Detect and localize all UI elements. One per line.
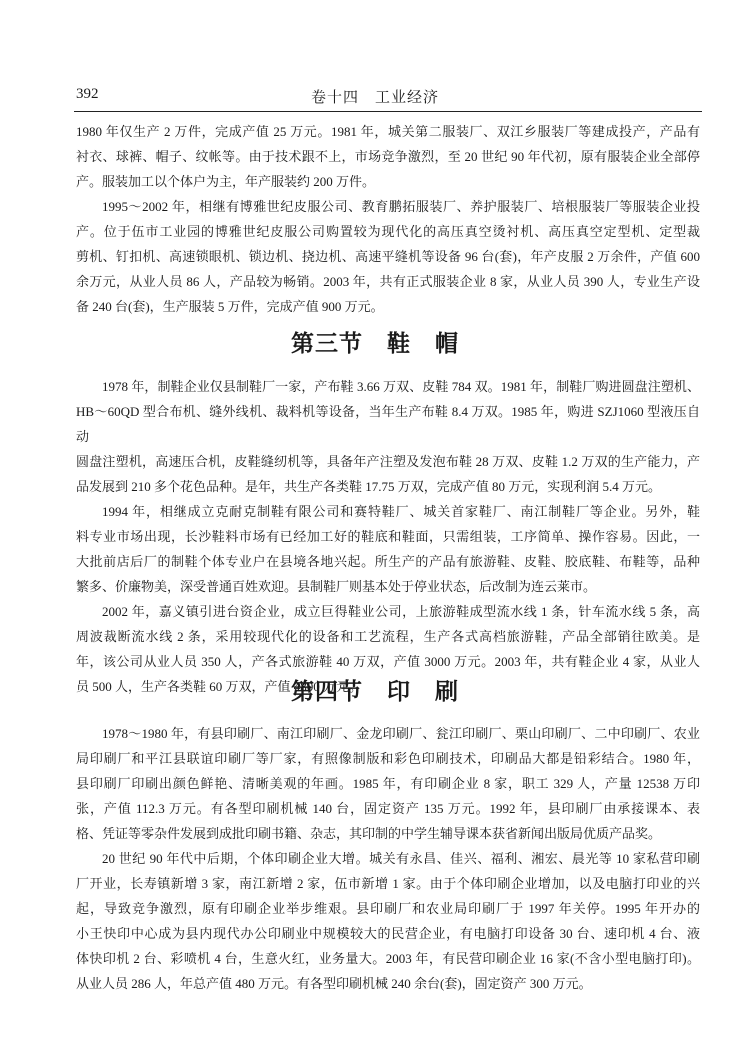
text-line: 1995～2002 年，相继有博雅世纪皮服公司、教育鹏拓服装厂、养护服装厂、培根服装厂等服装企业投	[102, 199, 700, 214]
text-line: 1994 年，相继成立克耐克制鞋有限公司和赛特鞋厂、城关首家鞋厂、南江制鞋厂等企业。另外，鞋	[102, 504, 700, 519]
text-line: 局印刷厂和平江县联谊印刷厂等厂家，有照像制版和彩色印刷技术，印刷品大都是铅彩结合。1980 年，	[76, 751, 700, 766]
text-line: 剪机、钉扣机、高速锁眼机、锁边机、挠边机、高速平缝机等设备 96 台(套)，年产皮服 2 万余件，产值 600	[76, 249, 700, 264]
text-line: 品发展到 210 多个花色品种。是年，共生产各类鞋 17.75 万双，完成产值 80 万元，实现利润 5.4 万元。	[76, 479, 662, 494]
text-line: 产。位于伍市工业园的博雅世纪皮服公司购置较为现代化的高压真空烫衬机、高压真空定型机、定型裁	[76, 224, 700, 239]
paragraph	[76, 499, 700, 599]
header-rule	[74, 111, 702, 112]
paragraph	[76, 194, 700, 319]
text-line: 县印刷厂印刷出颜色鲜艳、清晰美观的年画。1985 年，有印刷企业 8 家，职工 329 人，产量 12538 万印	[76, 776, 700, 791]
text-line: 员 500 人，生产各类鞋 60 万双，产值 4800 万元。	[76, 679, 363, 694]
text-line: 厂开业，长寿镇新增 3 家，南江新增 2 家，伍市新增 1 家。由于个体印刷企业增加，以及电脑打印业的兴	[76, 876, 700, 891]
text-line: 起，导致竞争激烈，原有印刷企业举步维艰。县印刷厂和农业局印刷厂于 1997 年关停。1995 年开办的	[76, 901, 700, 916]
text-line: 备 240 台(套)，生产服装 5 万件，完成产值 900 万元。	[76, 299, 384, 314]
text-line: 大批前店后厂的制鞋个体专业户在县境各地兴起。所生产的产品有旅游鞋、皮鞋、胶底鞋、布鞋等，品种	[76, 554, 700, 569]
text-line: HB～60QD 型合布机、缝外线机、裁料机等设备，当年生产布鞋 8.4 万双。1985 年，购进 SZJ1060 型液压自动	[76, 404, 700, 444]
page-number: 392	[76, 86, 99, 102]
section-title-printing: 第四节 印 刷	[291, 679, 459, 705]
section-clothing-continued	[76, 119, 700, 319]
text-line: 体快印机 2 台、彩喷机 4 台，生意火红，业务量大。2003 年，有民营印刷企业 16 家(不含小型电脑打印)。	[76, 951, 700, 966]
text-line: 周波裁断流水线 2 条，采用较现代化的设备和工艺流程，生产各式高档旅游鞋，产品全部销往欧美。是	[76, 629, 700, 644]
text-line: 张，产值 112.3 万元。有各型印刷机械 140 台，固定资产 135 万元。1992 年，县印刷厂由承接课本、表	[76, 801, 700, 816]
text-line: 圆盘注塑机，高速压合机，皮鞋缝纫机等，具备年产注塑及发泡布鞋 28 万双、皮鞋 1.2 万双的生产能力，产	[76, 454, 700, 469]
text-line: 从业人员 286 人，年总产值 480 万元。有各型印刷机械 240 余台(套)，固定资产 300 万元。	[76, 976, 592, 991]
paragraph	[76, 846, 700, 996]
text-line: 1978～1980 年，有县印刷厂、南江印刷厂、金龙印刷厂、瓮江印刷厂、栗山印刷厂、二中印刷厂、农业	[102, 726, 700, 741]
text-line: 小王快印中心成为县内现代办公印刷业中规模较大的民营企业，有电脑打印设备 30 台、速印机 4 台、液	[76, 926, 700, 941]
text-line: 余万元，从业人员 86 人，产品较为畅销。2003 年，共有正式服装企业 8 家，从业人员 390 人，专业生产设	[76, 274, 700, 289]
text-line: 20 世纪 90 年代中后期，个体印刷企业大增。城关有永昌、佳兴、福利、湘宏、晨光等 10 家私营印刷	[102, 851, 700, 866]
paragraph	[76, 374, 700, 499]
section-printing	[76, 721, 700, 996]
paragraph	[76, 119, 700, 194]
section-shoes	[76, 374, 700, 699]
paragraph	[76, 721, 700, 846]
section-title-shoes: 第三节 鞋 帽	[291, 331, 459, 357]
text-line: 格、凭证等零杂件发展到成批印刷书籍、杂志，其印制的中学生辅导课本获省新闻出版局优质产品奖。	[76, 826, 662, 841]
text-line: 1978 年，制鞋企业仅县制鞋厂一家，产布鞋 3.66 万双、皮鞋 784 双。1981 年，制鞋厂购进圆盘注塑机、	[102, 379, 700, 394]
running-title: 卷十四 工业经济	[310, 90, 439, 106]
text-line: 2002 年，嘉义镇引进台资企业，成立巨得鞋业公司，上旅游鞋成型流水线 1 条，针车流水线 5 条，高	[102, 604, 700, 619]
text-line: 料专业市场出现，长沙鞋料市场有已经加工好的鞋底和鞋面，只需组装，工序简单、操作容易。因此，一	[76, 529, 700, 544]
text-line: 繁多、价廉物美，深受普通百姓欢迎。县制鞋厂则基本处于停业状态，后改制为连云莱市。	[76, 579, 597, 594]
text-line: 1980 年仅生产 2 万件，完成产值 25 万元。1981 年，城关第二服装厂、双江乡服装厂等建成投产，产品有	[76, 124, 700, 139]
text-line: 年，该公司从业人员 350 人，产各式旅游鞋 40 万双，产值 3000 万元。2003 年，共有鞋企业 4 家，从业人	[76, 654, 700, 669]
text-line: 衬衣、球裤、帽子、纹帐等。由于技术跟不上，市场竞争激烈，至 20 世纪 90 年代初，原有服装企业全部停	[76, 149, 700, 164]
text-line: 产。服装加工以个体户为主，年产服装约 200 万件。	[76, 174, 376, 189]
